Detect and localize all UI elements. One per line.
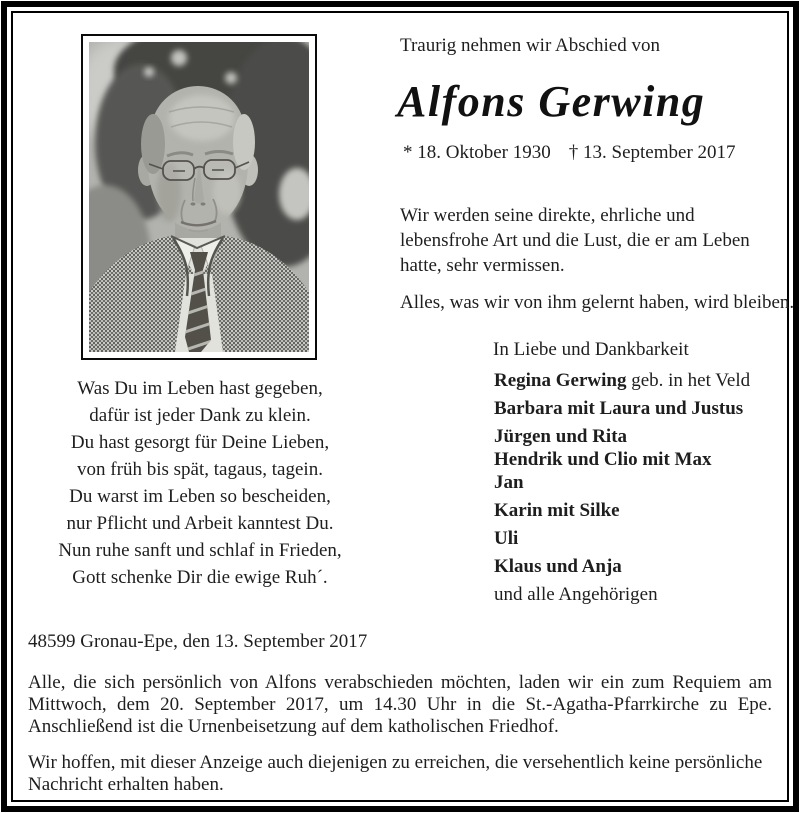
mourner-name: Barbara mit Laura und Justus: [494, 398, 744, 419]
poem-line: von früh bis spät, tagaus, tagein.: [77, 459, 323, 480]
invitation-line: Anschließend ist die Urnenbeisetzung auf dem katholischen Friedhof.: [28, 716, 559, 737]
notice-line: Nachricht erhalten haben.: [28, 774, 224, 795]
tribute-line: lebensfrohe Art und die Lust, die er am Leben: [400, 230, 750, 251]
poem-line: nur Pflicht und Arbeit kanntest Du.: [66, 513, 334, 534]
portrait-photo-frame: [81, 34, 317, 360]
mourner-row: [494, 584, 750, 606]
death-date: † 13. September 2017: [568, 142, 736, 163]
poem-line: Gott schenke Dir die ewige Ruh´.: [72, 567, 328, 588]
mourner-name: Hendrik und Clio mit Max: [494, 449, 712, 470]
mourner-row: [494, 528, 750, 550]
mourner-row: [494, 398, 750, 420]
notice-paragraph: [28, 752, 772, 796]
mourner-name: Jürgen und Rita: [494, 426, 628, 447]
mourner-suffix: geb. in het Veld: [626, 370, 751, 391]
notice-line: Wir hoffen, mit dieser Anzeige auch diejenigen zu erreichen, die versehentlich keine persönliche: [28, 752, 763, 773]
poem-line: Was Du im Leben hast gegeben,: [77, 378, 323, 399]
invitation-paragraph: [28, 672, 772, 738]
mourner-name: Regina Gerwing: [494, 370, 627, 391]
poem-line: Du warst im Leben so bescheiden,: [69, 486, 331, 507]
deceased-name: Alfons Gerwing: [397, 77, 706, 126]
invitation-line: Alle, die sich persönlich von Alfons verabschieden möchten, laden wir ein zum Requiem am: [28, 672, 772, 693]
invitation-line: Mittwoch, dem 20. September 2017, um 14.30 Uhr in die St.-Agatha-Pfarrkirche zu Epe.: [28, 694, 772, 715]
tribute-paragraph: [400, 203, 750, 278]
mourners-list: [494, 370, 750, 612]
poem-line: dafür ist jeder Dank zu klein.: [89, 405, 311, 426]
mourner-name: Jan: [494, 472, 524, 493]
portrait-photo: [89, 42, 309, 352]
memorial-poem: [30, 375, 370, 591]
city-date-line: 48599 Gronau-Epe, den 13. September 2017: [28, 631, 368, 652]
tribute-line: Wir werden seine direkte, ehrliche und: [400, 205, 695, 226]
mourner-name: Uli: [494, 528, 519, 549]
mourner-row: [494, 370, 750, 392]
poem-line: Nun ruhe sanft und schlaf in Frieden,: [58, 540, 342, 561]
mourner-row: [494, 500, 750, 522]
tribute-line: hatte, sehr vermissen.: [400, 255, 565, 276]
mourner-row: [494, 556, 750, 578]
closing-line: In Liebe und Dankbarkeit: [493, 339, 689, 360]
mourner-suffix: und alle Angehörigen: [494, 584, 658, 605]
mourner-name: Klaus und Anja: [494, 556, 622, 577]
poem-line: Du hast gesorgt für Deine Lieben,: [70, 432, 330, 453]
mourner-row: [494, 472, 750, 494]
announcement-intro: Traurig nehmen wir Abschied von: [400, 35, 660, 56]
mourner-row: [494, 449, 750, 471]
mourner-name: Karin mit Silke: [494, 500, 620, 521]
legacy-line: Alles, was wir von ihm gelernt haben, wird bleiben.: [400, 292, 795, 313]
birth-date: * 18. Oktober 1930: [403, 142, 551, 163]
mourner-row: [494, 426, 750, 448]
life-dates: [403, 141, 736, 165]
